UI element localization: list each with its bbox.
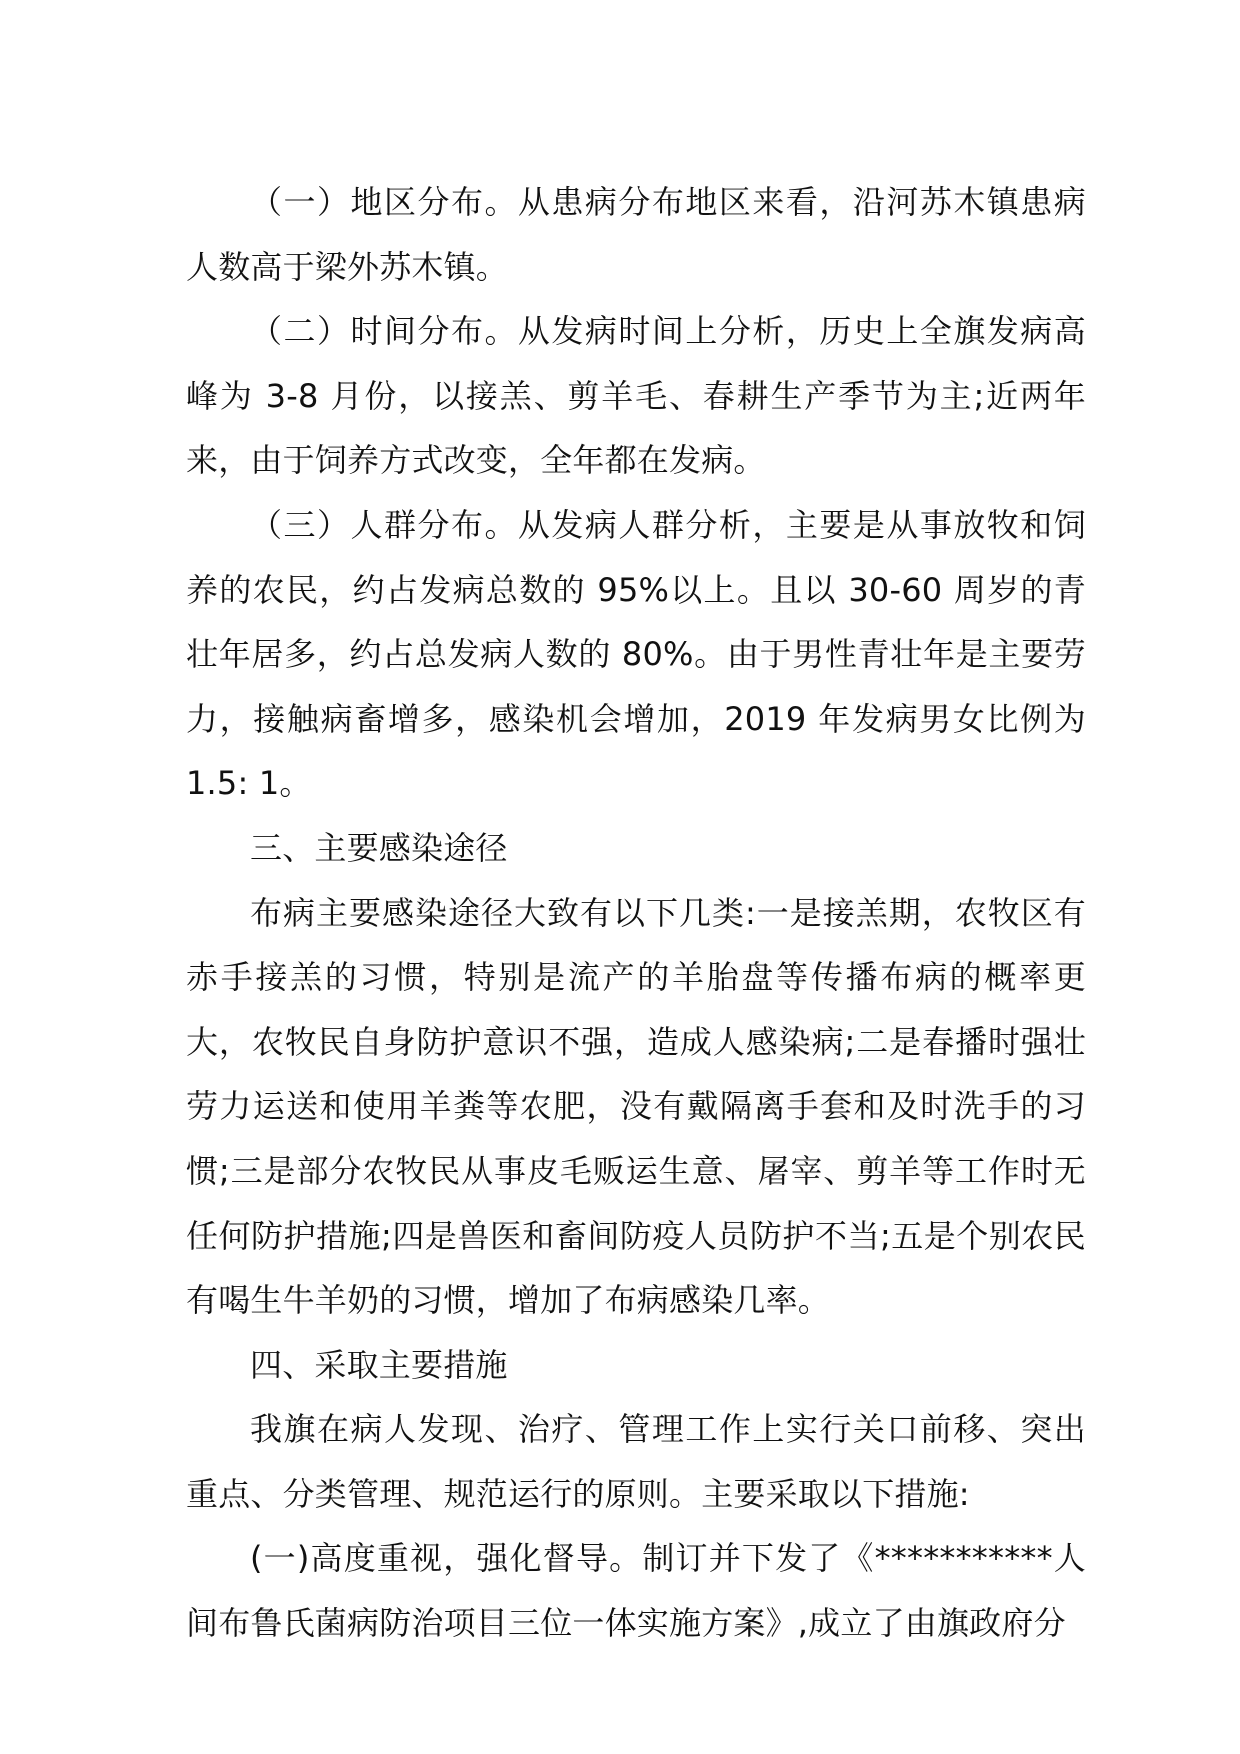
- paragraph-regional-distribution: （一）地区分布。从患病分布地区来看，沿河苏木镇患病人数高于梁外苏木镇。: [186, 183, 1086, 286]
- paragraph-time-distribution: （二）时间分布。从发病时间上分析，历史上全旗发病高峰为 3-8 月份，以接羔、剪羊毛、春耕生产季节为主;近两年来，由于饲养方式改变，全年都在发病。: [186, 312, 1086, 480]
- paragraph-measures-intro: 我旗在病人发现、治疗、管理工作上实行关口前移、突出重点、分类管理、规范运行的原则。主要采取以下措施:: [186, 1410, 1086, 1513]
- paragraph-measure-one: (一)高度重视，强化督导。制订并下发了《***********人间布鲁氏菌病防治项目三位一体实施方案》,成立了由旗政府分: [186, 1539, 1086, 1643]
- paragraph-population-distribution: （三）人群分布。从发病人群分析，主要是从事放牧和饲养的农民，约占发病总数的 95%以上。且以 30-60 周岁的青壮年居多，约占总发病人数的 80%。由于男性青壮年是主要劳力，接触病畜增多，感染机会增加，2019 年发病男女比例为 1.5: 1。: [186, 505, 1086, 803]
- section-heading-main-measures: 四、采取主要措施: [250, 1345, 508, 1384]
- paragraph-infection-routes: 布病主要感染途径大致有以下几类:一是接羔期，农牧区有赤手接羔的习惯，特别是流产的羊胎盘等传播布病的概率更大，农牧民自身防护意识不强，造成人感染病;二是春播时强壮劳力运送和使用羊粪等农肥，没有戴隔离手套和及时洗手的习惯;三是部分农牧民从事皮毛贩运生意、屠宰、剪羊等工作时无任何防护措施;四是兽医和畜间防疫人员防护不当;五是个别农民有喝生牛羊奶的习惯，增加了布病感染几率。: [186, 893, 1086, 1320]
- section-heading-infection-routes: 三、主要感染途径: [250, 828, 508, 867]
- document-body: [186, 170, 1086, 1656]
